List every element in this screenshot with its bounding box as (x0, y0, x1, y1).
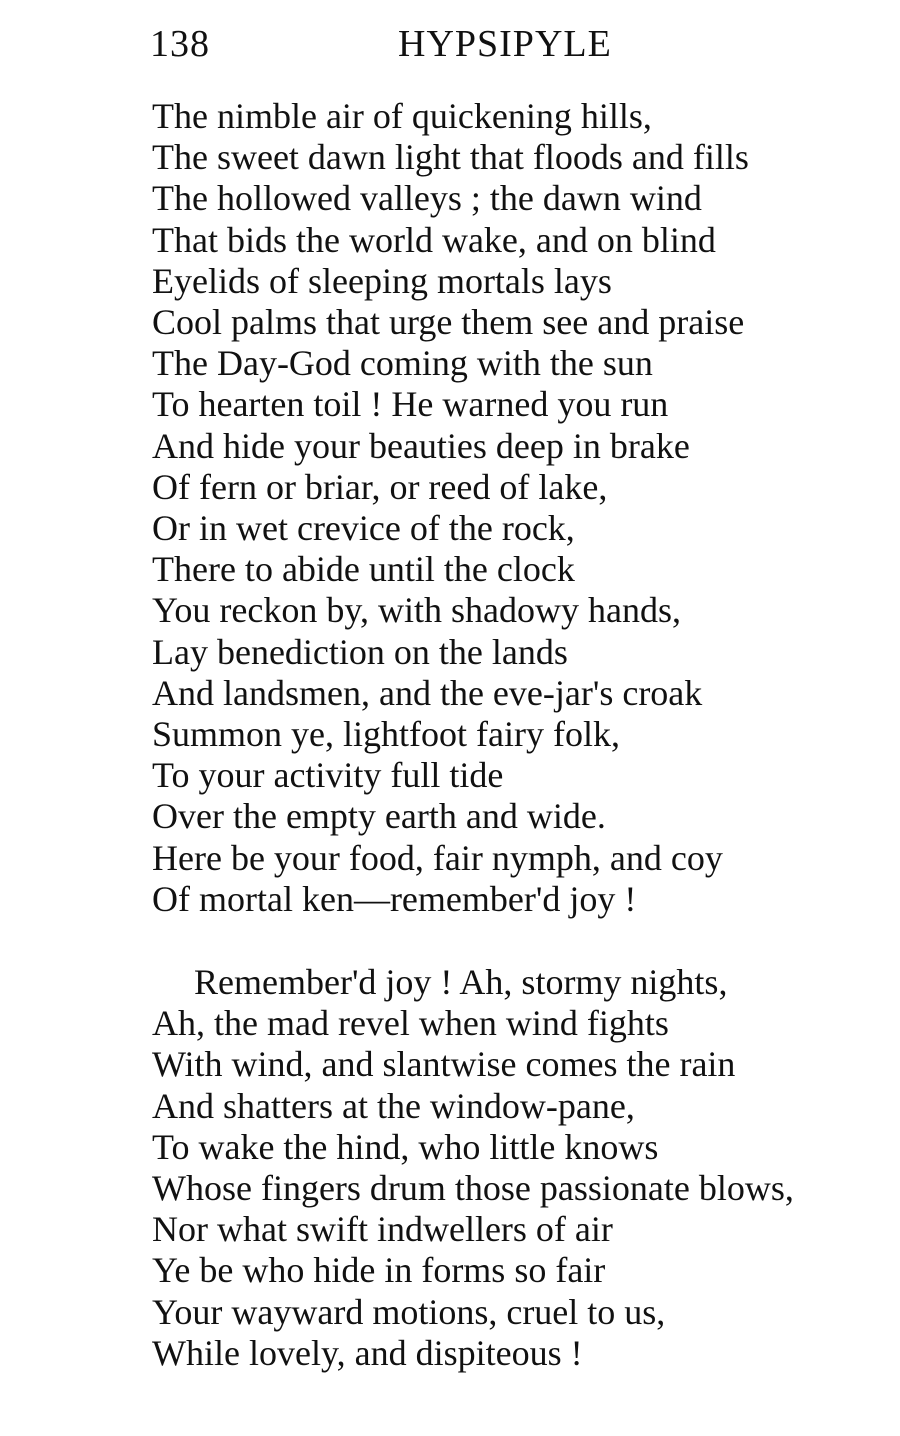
verse-line: There to abide until the clock (152, 549, 575, 590)
verse-line: Your wayward motions, cruel to us, (152, 1291, 666, 1332)
verse-line: Here be your food, fair nymph, and coy (152, 837, 723, 878)
verse-line: Whose fingers drum those passionate blows, (152, 1168, 794, 1209)
verse-line: Or in wet crevice of the rock, (152, 508, 575, 549)
page-number: 138 (150, 23, 210, 65)
verse-line: Nor what swift indwellers of air (152, 1209, 613, 1250)
verse-line: Eyelids of sleeping mortals lays (152, 260, 612, 301)
verse-line: Of mortal ken—remember'd joy ! (152, 878, 637, 919)
verse-line: To your activity full tide (152, 755, 504, 796)
verse-line: Of fern or briar, or reed of lake, (152, 466, 608, 507)
verse-line: Ye be who hide in forms so fair (152, 1250, 606, 1291)
page-header (150, 22, 670, 72)
verse-line: While lovely, and dispiteous ! (152, 1332, 583, 1373)
verse-line: The Day-God coming with the sun (152, 343, 653, 384)
verse-line: With wind, and slantwise comes the rain (152, 1044, 736, 1085)
verse-line: To hearten toil ! He warned you run (152, 384, 669, 425)
verse-line: The hollowed valleys ; the dawn wind (152, 178, 702, 219)
verse-line: Ah, the mad revel when wind fights (152, 1003, 669, 1044)
running-title: HYPSIPYLE (398, 23, 612, 65)
stanza-2 (152, 962, 794, 1374)
verse-line: Lay benediction on the lands (152, 631, 568, 672)
verse-line-indented: Remember'd joy ! Ah, stormy nights, (194, 962, 728, 1002)
stanza-1 (152, 96, 749, 920)
verse-line: Cool palms that urge them see and praise (152, 302, 745, 343)
verse-line: To wake the hind, who little knows (152, 1126, 659, 1167)
verse-line: You reckon by, with shadowy hands, (152, 590, 681, 631)
verse-line: And shatters at the window-pane, (152, 1085, 635, 1126)
verse-line: And landsmen, and the eve-jar's croak (152, 672, 703, 713)
verse-line: The nimble air of quickening hills, (152, 96, 652, 136)
verse-line: That bids the world wake, and on blind (152, 219, 716, 260)
verse-line: The sweet dawn light that floods and fills (152, 137, 749, 178)
verse-line: And hide your beauties deep in brake (152, 425, 690, 466)
verse-line: Summon ye, lightfoot fairy folk, (152, 714, 620, 755)
verse-line: Over the empty earth and wide. (152, 796, 606, 837)
